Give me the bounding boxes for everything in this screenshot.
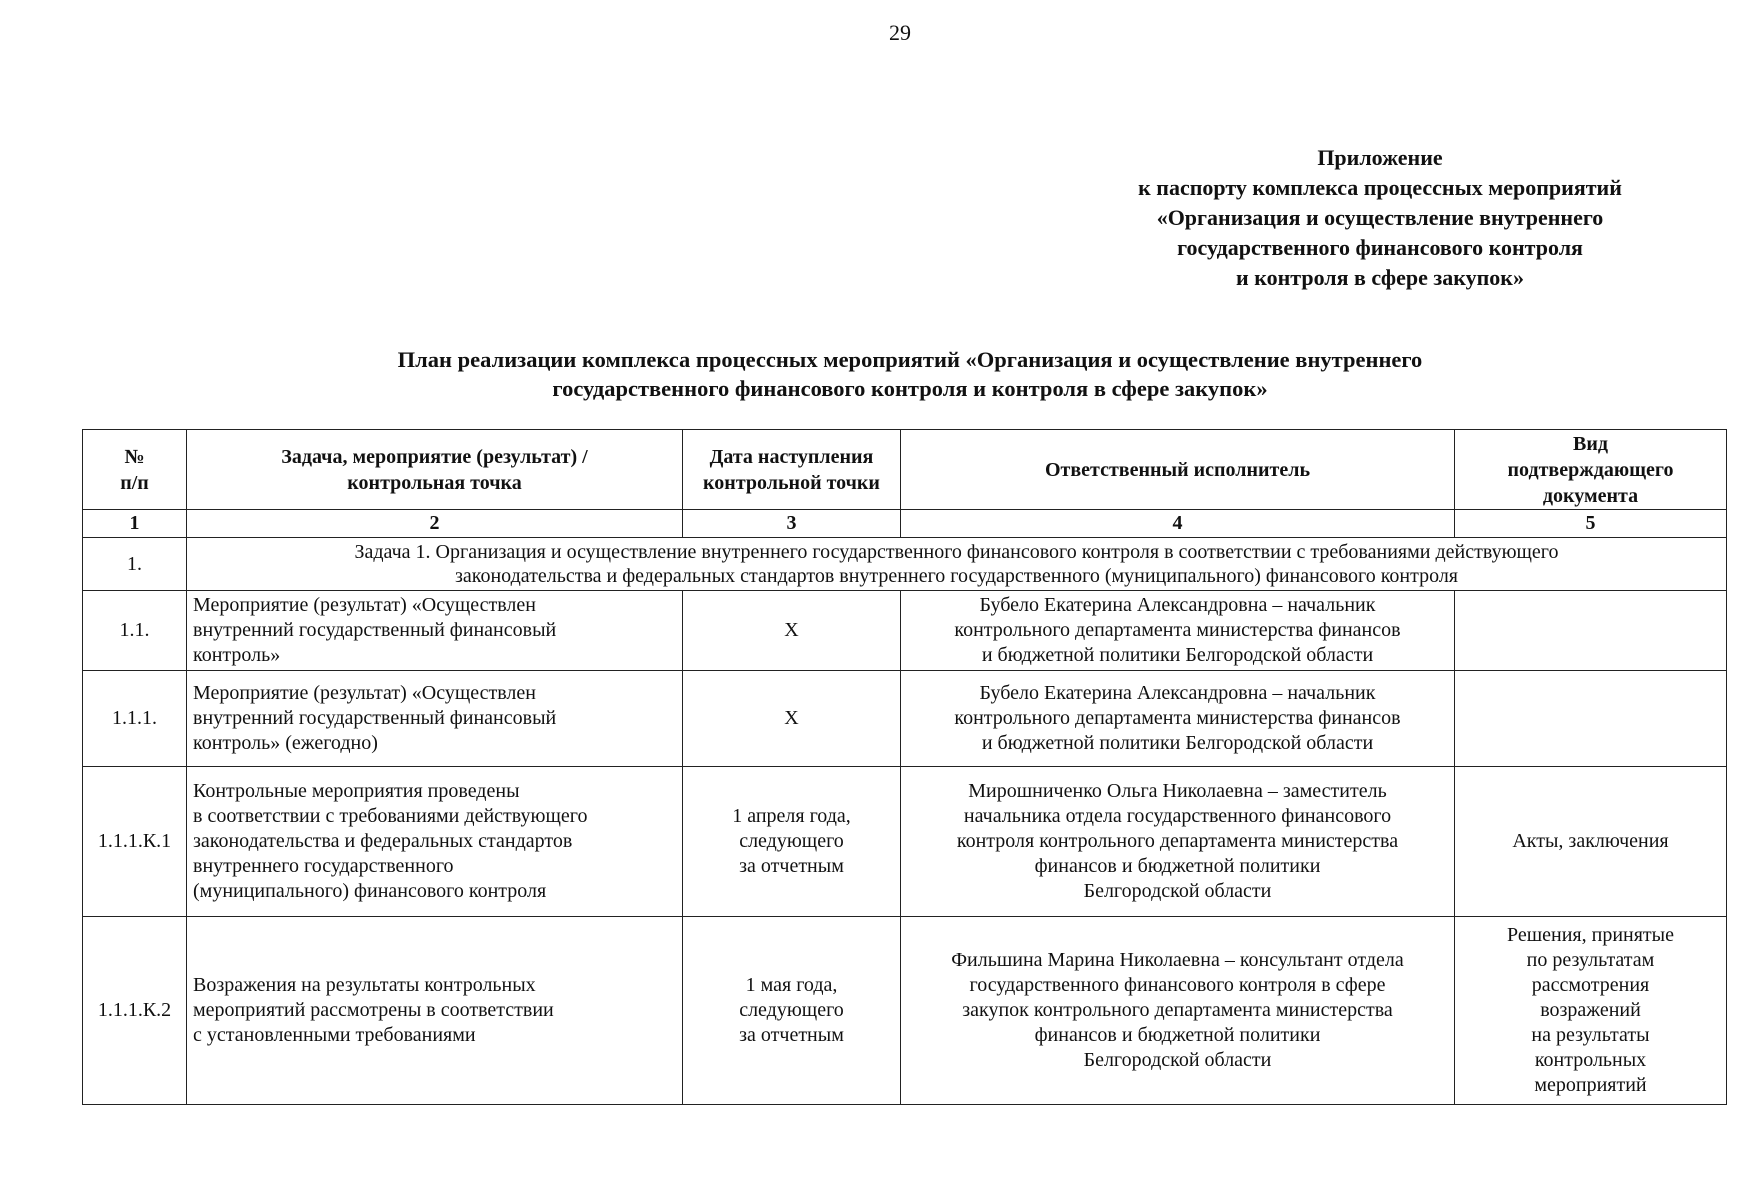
document-cell [1455, 917, 1727, 1105]
activity-cell [187, 917, 683, 1105]
executor-line: и бюджетной политики Белгородской области [981, 732, 1374, 754]
column-number: 2 [187, 510, 683, 538]
header-executor [901, 430, 1455, 510]
activity-line: контроль» (ежегодно) [193, 732, 378, 754]
date-line: следующего [739, 999, 844, 1021]
executor-line: финансов и бюджетной политики [1034, 855, 1321, 877]
executor-line: закупок контрольного департамента министерства [962, 999, 1393, 1021]
activity-line: внутренний государственный финансовый [193, 707, 557, 729]
column-number: 1 [83, 510, 187, 538]
activity-line: контроль» [193, 644, 281, 666]
executor-line: контрольного департамента министерства финансов [954, 707, 1401, 729]
task-text-line: законодательства и федеральных стандартов внутреннего государственного (муниципального) финансового контроля [454, 565, 1459, 587]
table-row [83, 671, 1727, 767]
header-row [83, 430, 1727, 510]
document-line: рассмотрения [1531, 974, 1650, 996]
document-line: возражений [1540, 999, 1641, 1021]
task-number: 1. [83, 538, 187, 591]
executor-line: Мирошниченко Ольга Николаевна – заместитель [968, 780, 1387, 802]
date-line: за отчетным [739, 1024, 844, 1046]
column-number: 3 [683, 510, 901, 538]
activity-line: (муниципального) финансового контроля [193, 880, 547, 902]
activity-line: Контрольные мероприятия проведены [193, 780, 520, 802]
appendix-line: к паспорту комплекса процессных мероприятий [1138, 175, 1622, 200]
executor-cell [901, 767, 1455, 917]
table-row [83, 591, 1727, 671]
executor-line: контроля контрольного департамента министерства [956, 830, 1399, 852]
executor-line: государственного финансового контроля в сфере [969, 974, 1386, 996]
executor-line: финансов и бюджетной политики [1034, 1024, 1321, 1046]
row-number: 1.1.1.К.1 [83, 767, 187, 917]
activity-cell [187, 767, 683, 917]
header-line: Ответственный исполнитель [1044, 458, 1311, 481]
appendix-line: «Организация и осуществление внутреннего [1156, 205, 1604, 230]
page-number: 29 [889, 20, 911, 45]
activity-line: мероприятий рассмотрены в соответствии [193, 999, 554, 1021]
activity-line: с установленными требованиями [193, 1024, 476, 1046]
date-line: за отчетным [739, 855, 844, 877]
header-line: № [124, 445, 145, 468]
document-cell [1455, 591, 1727, 671]
date-line: 1 апреля года, [732, 805, 851, 827]
executor-cell [901, 671, 1455, 767]
activity-line: законодательства и федеральных стандартов [193, 830, 573, 852]
date-line: 1 мая года, [745, 974, 838, 996]
header-line: контрольная точка [347, 471, 522, 494]
column-number-row [83, 510, 1727, 538]
activity-line: Возражения на результаты контрольных [193, 974, 536, 996]
activity-line: в соответствии с требованиями действующего [193, 805, 588, 827]
date-line: X [784, 619, 799, 641]
column-number: 4 [901, 510, 1455, 538]
executor-line: Бубело Екатерина Александровна – начальник [979, 682, 1376, 704]
row-number: 1.1.1. [83, 671, 187, 767]
document-line: на результаты [1531, 1024, 1650, 1046]
plan-title-line: государственного финансового контроля и контроля в сфере закупок» [552, 376, 1268, 401]
activity-cell [187, 671, 683, 767]
activity-line: Мероприятие (результат) «Осуществлен [193, 682, 536, 704]
appendix-line: Приложение [1317, 145, 1443, 170]
document-line: Решения, принятые [1507, 924, 1674, 946]
header-date [683, 430, 901, 510]
date-cell [683, 591, 901, 671]
task-row [83, 538, 1727, 591]
header-document [1455, 430, 1727, 510]
activity-line: внутренний государственный финансовый [193, 619, 557, 641]
executor-line: Белгородской области [1083, 1049, 1272, 1071]
row-number: 1.1. [83, 591, 187, 671]
executor-line: Белгородской области [1083, 880, 1272, 902]
document-line: по результатам [1526, 949, 1655, 971]
row-number: 1.1.1.К.2 [83, 917, 187, 1105]
date-cell [683, 767, 901, 917]
document-cell [1455, 671, 1727, 767]
document-cell [1455, 767, 1727, 917]
column-number: 5 [1455, 510, 1727, 538]
document-line: контрольных [1534, 1049, 1647, 1071]
activity-line: Мероприятие (результат) «Осуществлен [193, 594, 536, 616]
appendix-line: государственного финансового контроля [1177, 235, 1583, 260]
document-line: мероприятий [1534, 1074, 1647, 1096]
plan-table [82, 429, 1727, 1105]
header-line: документа [1542, 484, 1639, 507]
header-line: п/п [120, 471, 149, 494]
header-line: Вид [1573, 432, 1608, 455]
executor-line: Фильшина Марина Николаевна – консультант отдела [951, 949, 1404, 971]
table-row [83, 767, 1727, 917]
date-line: X [784, 707, 799, 729]
activity-line: внутреннего государственного [193, 855, 454, 877]
plan-title-line: План реализации комплекса процессных мероприятий «Организация и осуществление внутреннего [397, 347, 1423, 372]
date-cell [683, 917, 901, 1105]
executor-line: и бюджетной политики Белгородской области [981, 644, 1374, 666]
header-line: контрольной точки [703, 471, 880, 494]
task-text-line: Задача 1. Организация и осуществление внутреннего государственного финансового контроля в соответствии с требованиями действующего [354, 541, 1559, 563]
header-activity [187, 430, 683, 510]
appendix-line: и контроля в сфере закупок» [1236, 265, 1524, 290]
table-row [83, 917, 1727, 1105]
executor-cell [901, 591, 1455, 671]
header-line: подтверждающего [1507, 458, 1674, 481]
activity-cell [187, 591, 683, 671]
plan-title [240, 345, 1580, 403]
task-text [187, 538, 1727, 591]
date-line: следующего [739, 830, 844, 852]
header-num [83, 430, 187, 510]
appendix-caption [1080, 143, 1680, 293]
executor-line: контрольного департамента министерства финансов [954, 619, 1401, 641]
header-line: Дата наступления [709, 445, 874, 468]
executor-cell [901, 917, 1455, 1105]
executor-line: начальника отдела государственного финансового [963, 805, 1392, 827]
date-cell [683, 671, 901, 767]
document-line: Акты, заключения [1512, 830, 1669, 852]
header-line: Задача, мероприятие (результат) / [281, 445, 588, 468]
executor-line: Бубело Екатерина Александровна – начальник [979, 594, 1376, 616]
